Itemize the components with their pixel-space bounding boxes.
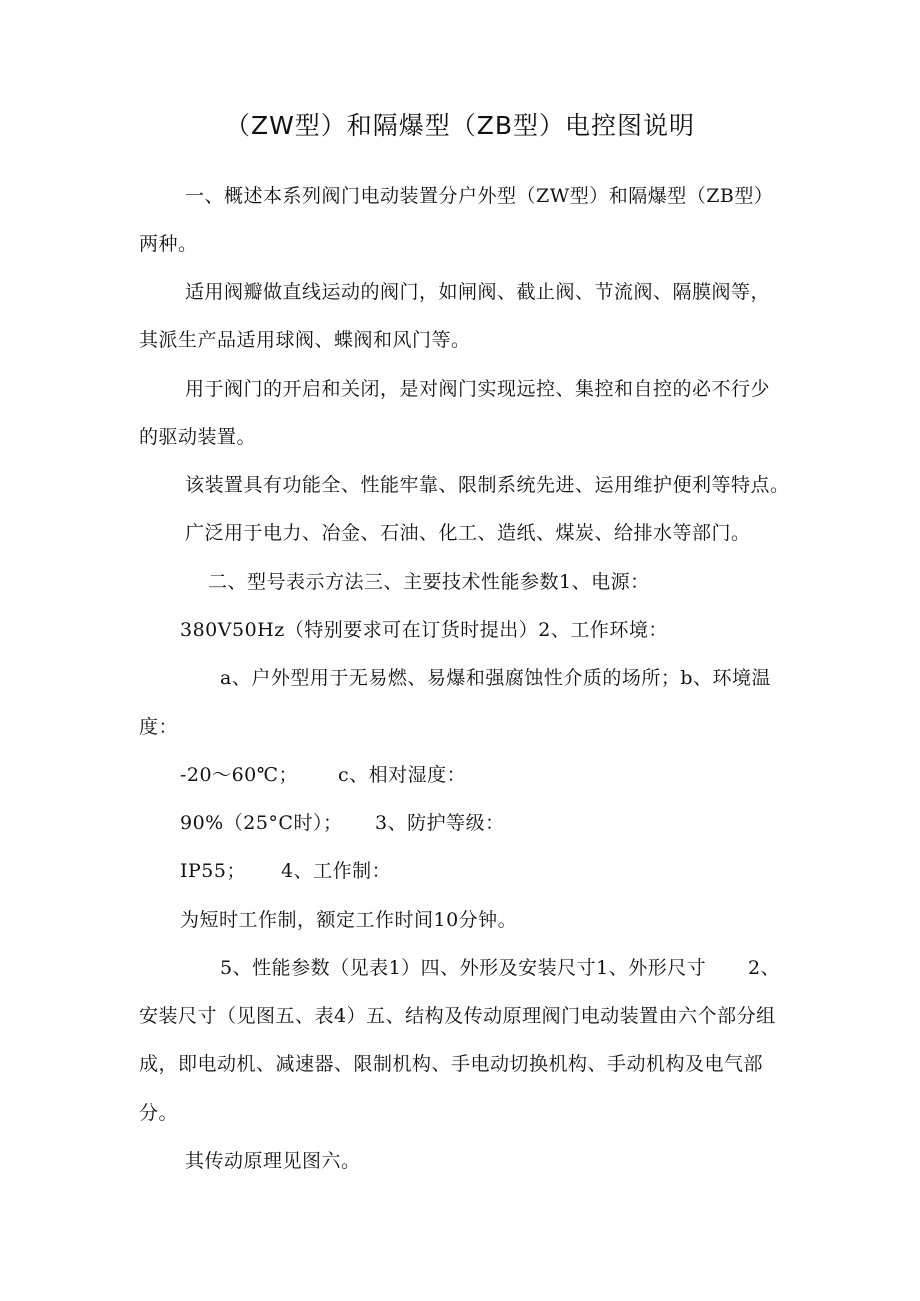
paragraph-line-23: 成，即电动机、减速器、限制机构、手电动切换机构、手动机构及电气部 [139,1053,764,1075]
paragraph-line-18: 4、工作制： [281,860,392,882]
paragraph-line-16: 3、防护等级： [375,812,505,834]
paragraph-line-22: 安装尺寸（见图五、表4）五、结构及传动原理阀门电动装置由六个部分组 [139,1005,776,1027]
paragraph-line-1: 一、概述本系列阀门电动装置分户外型（ZW型）和隔爆型（ZB型） [185,185,774,207]
paragraph-line-11: a、户外型用于无易燃、易爆和强腐蚀性介质的场所；b、环境温 [220,667,771,689]
paragraph-line-17: IP55； [180,860,246,882]
paragraph-line-9: 二、型号表示方法三、主要技术性能参数1、电源： [208,571,650,593]
paragraph-line-2: 两种。 [139,233,198,255]
paragraph-line-14: c、相对湿度： [338,764,467,786]
paragraph-line-3: 适用阀瓣做直线运动的阀门，如闸阀、截止阀、节流阀、隔膜阀等， [185,281,771,303]
paragraph-line-20: 5、性能参数（见表1）四、外形及安装尺寸1、外形尺寸 [220,957,707,979]
paragraph-line-15: 90%（25°C时）； [180,812,343,834]
paragraph-line-25: 其传动原理见图六。 [185,1150,361,1172]
paragraph-line-19: 为短时工作制，额定工作时间10分钟。 [180,909,518,931]
paragraph-line-12: 度： [139,716,179,738]
paragraph-line-21: 2、 [748,957,781,979]
paragraph-line-4: 其派生产品适用球阀、蝶阀和风门等。 [139,329,471,351]
document-title: （ZW型）和隔爆型（ZB型）电控图说明 [224,111,696,140]
paragraph-line-10: 380V50Hz（特别要求可在订货时提出）2、工作环境： [180,619,668,641]
paragraph-line-24: 分。 [139,1102,179,1124]
paragraph-line-8: 广泛用于电力、冶金、石油、化工、造纸、煤炭、给排水等部门。 [185,522,751,544]
paragraph-line-7: 该装置具有功能全、性能牢靠、限制系统先进、运用维护便利等特点。 [185,474,790,496]
paragraph-line-6: 的驱动装置。 [139,426,257,448]
paragraph-line-13: -20～60℃； [180,764,299,786]
paragraph-line-5: 用于阀门的开启和关闭，是对阀门实现远控、集控和自控的必不行少 [185,378,771,400]
